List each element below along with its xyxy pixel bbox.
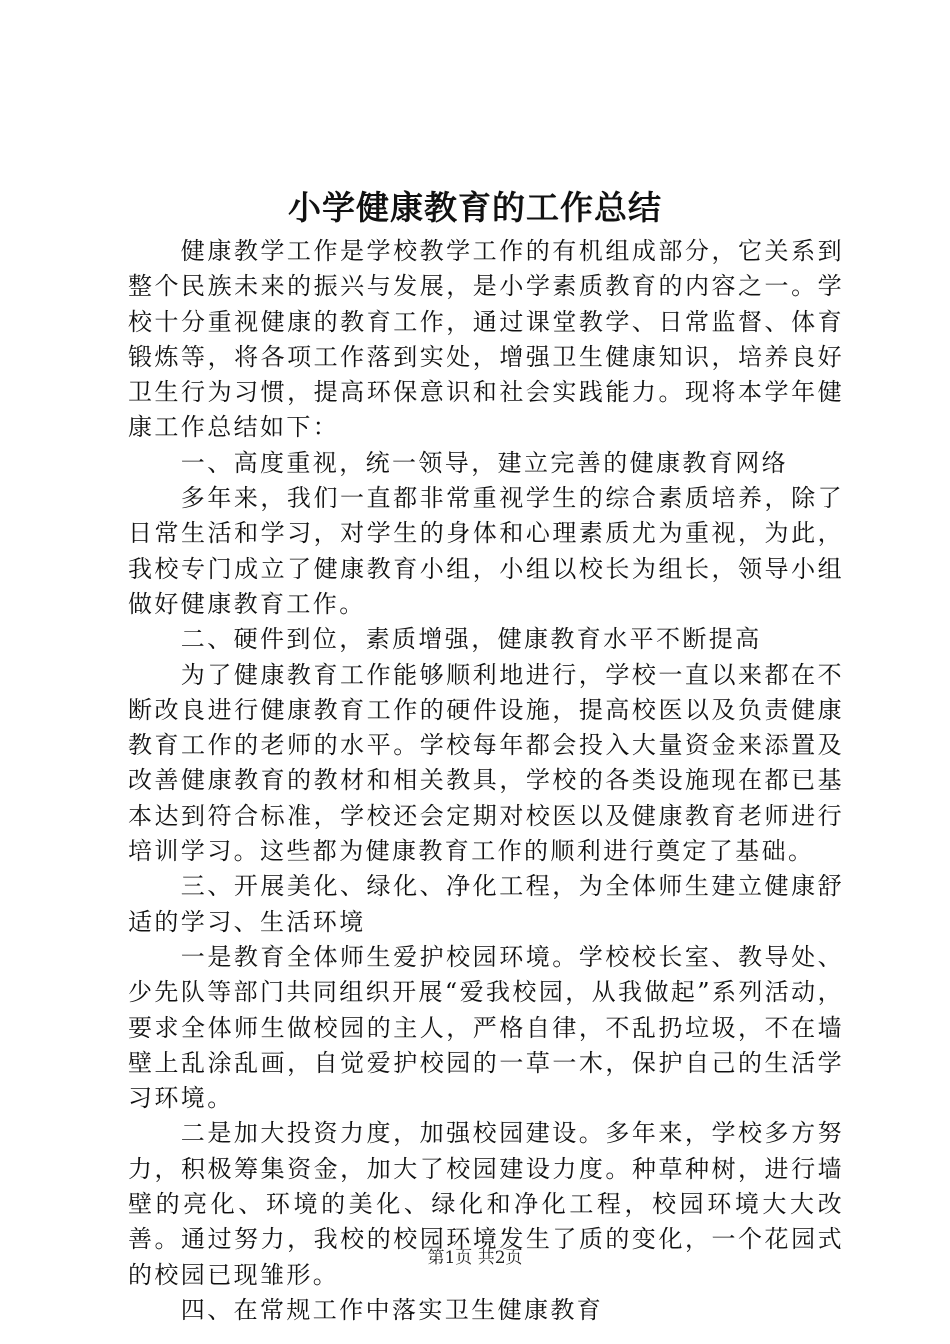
intro-paragraph: 健康教学工作是学校教学工作的有机组成部分，它关系到整个民族未来的振兴与发展，是小学素质教育的内容之一。学校十分重视健康的教育工作，通过课堂教学、日常监督、体育锻炼等，将各项工作落到实处，增强卫生健康知识，培养良好卫生行为习惯，提高环保意识和社会实践能力。现将本学年健康工作总结如下： [128,237,844,442]
section-2-paragraph: 为了健康教育工作能够顺利地进行，学校一直以来都在不断改良进行健康教育工作的硬件设施，提高校医以及负责健康教育工作的老师的水平。学校每年都会投入大量资金来添置及改善健康教育的教材和相关教具，学校的各类设施现在都已基本达到符合标准，学校还会定期对校医以及健康教育老师进行培训学习。这些都为健康教育工作的顺利进行奠定了基础。 [128,660,844,866]
section-3-paragraph-2: 二是加大投资力度，加强校园建设。多年来，学校多方努力，积极筹集资金，加大了校园建设力度。种草种树，进行墙壁的亮化、环境的美化、绿化和净化工程，校园环境大大改善。通过努力，我校的校园环境发生了质的变化，一个花园式的校园已现雏形。 [128,1119,844,1289]
section-3-paragraph-1: 一是教育全体师生爱护校园环境。学校校长室、教导处、少先队等部门共同组织开展“爱我校园，从我做起”系列活动，要求全体师生做校园的主人，严格自律，不乱扔垃圾，不在墙壁上乱涂乱画，自觉爱护校园的一草一木，保护自己的生活学习环境。 [128,942,844,1113]
section-heading-1: 一、高度重视，统一领导，建立完善的健康教育网络 [180,448,788,477]
section-1-paragraph: 多年来，我们一直都非常重视学生的综合素质培养，除了日常生活和学习，对学生的身体和心理素质尤为重视，为此，我校专门成立了健康教育小组，小组以校长为组长，领导小组做好健康教育工作。 [128,484,844,618]
page-footer: 第1页 共2页 [427,1248,523,1268]
document-title: 小学健康教育的工作总结 [288,188,662,227]
section-heading-2: 二、硬件到位，素质增强，健康教育水平不断提高 [180,625,762,654]
section-heading-3: 三、开展美化、绿化、净化工程，为全体师生建立健康舒适的学习、生活环境 [128,872,844,936]
section-heading-4: 四、在常规工作中落实卫生健康教育 [180,1295,604,1324]
document-body [128,234,844,1328]
